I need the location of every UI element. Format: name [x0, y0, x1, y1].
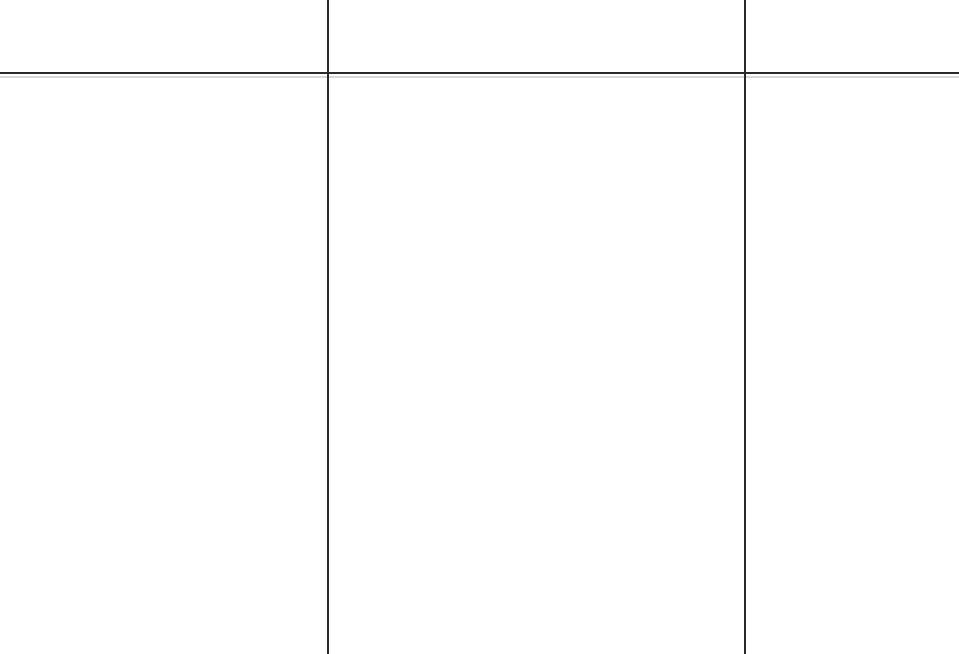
header-teacher [769, 0, 935, 72]
header-separator [0, 76, 959, 78]
table-header [0, 0, 959, 74]
header-date [36, 0, 292, 72]
header-topic [376, 0, 699, 72]
column-divider-date [327, 0, 329, 654]
column-divider-topic [744, 0, 746, 654]
